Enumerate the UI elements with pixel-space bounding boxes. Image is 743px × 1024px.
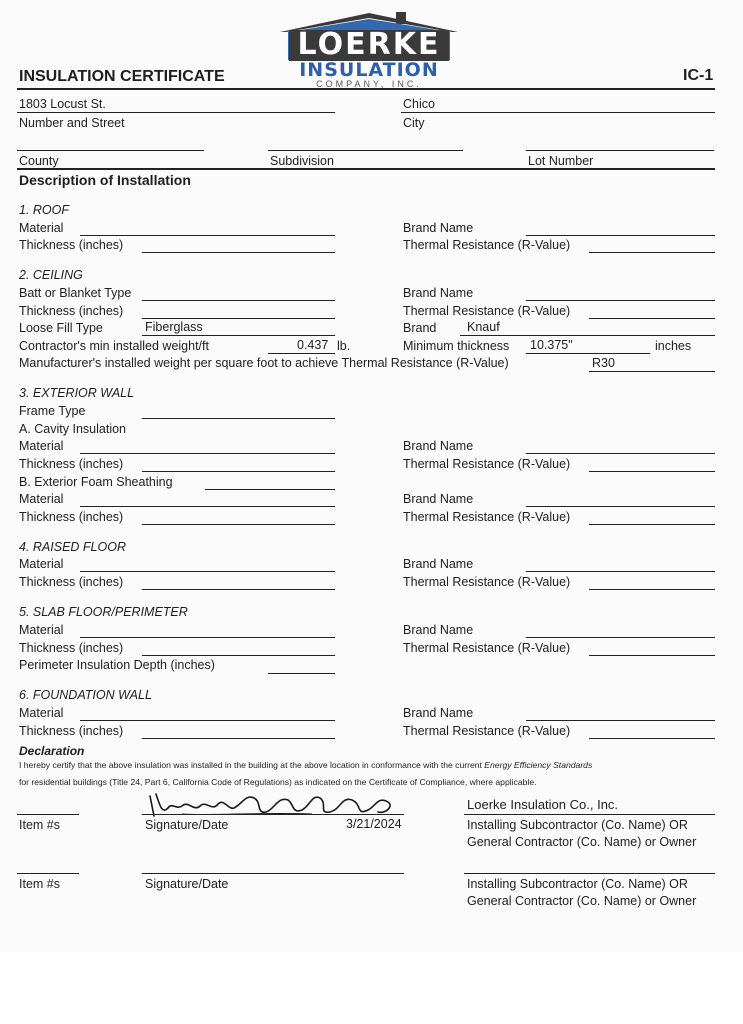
ceiling-minthick-line bbox=[526, 353, 650, 354]
page-title: INSULATION CERTIFICATE bbox=[19, 68, 225, 85]
foundation-rvalue-label: Thermal Resistance (R-Value) bbox=[403, 724, 571, 738]
ceiling-minweight-label: Contractor's min installed weight/ft bbox=[19, 339, 209, 353]
extwall-b-material-label: Material bbox=[19, 492, 64, 506]
extwall-a-brand-line bbox=[526, 453, 715, 454]
ceiling-rvalue-line bbox=[589, 318, 715, 319]
extwall-a-brand-label: Brand Name bbox=[403, 439, 474, 453]
extwall-cavity-label: A. Cavity Insulation bbox=[19, 422, 126, 436]
extwall-frame-label: Frame Type bbox=[19, 404, 86, 418]
foundation-thickness-line bbox=[142, 738, 335, 739]
ceiling-brandname-label: Brand Name bbox=[403, 286, 474, 300]
roof-thickness-line bbox=[142, 252, 335, 253]
company-logo bbox=[276, 10, 462, 90]
roof-heading: 1. ROOF bbox=[19, 203, 70, 217]
logo-middle-text: INSULATION bbox=[299, 59, 439, 81]
ceiling-minweight-value: 0.437 bbox=[297, 338, 329, 352]
foundation-brand-label: Brand Name bbox=[403, 706, 474, 720]
ceiling-loosefill-value: Fiberglass bbox=[145, 320, 203, 334]
slab-perimeter-label: Perimeter Insulation Depth (inches) bbox=[19, 658, 215, 672]
item-label-1: Item #s bbox=[19, 818, 60, 832]
extwall-b-rvalue-line bbox=[589, 524, 715, 525]
lot-label: Lot Number bbox=[528, 154, 594, 168]
roof-brand-label: Brand Name bbox=[403, 221, 474, 235]
item-label-2: Item #s bbox=[19, 877, 60, 891]
declaration-title: Declaration bbox=[19, 744, 85, 758]
raisedfloor-material-label: Material bbox=[19, 557, 64, 571]
extwall-foam-line bbox=[205, 489, 335, 490]
slab-rvalue-label: Thermal Resistance (R-Value) bbox=[403, 641, 571, 655]
roof-rvalue-line bbox=[589, 252, 715, 253]
roof-material-label: Material bbox=[19, 221, 64, 235]
subdivision-label: Subdivision bbox=[270, 154, 334, 168]
city-value: Chico bbox=[403, 97, 435, 111]
extwall-b-thickness-line bbox=[142, 524, 335, 525]
extwall-b-material-line bbox=[80, 506, 335, 507]
ceiling-minthick-unit: inches bbox=[655, 339, 692, 353]
ceiling-batt-line bbox=[142, 300, 335, 301]
street-line bbox=[17, 112, 335, 113]
roof-brand-line bbox=[526, 235, 715, 236]
foundation-rvalue-line bbox=[589, 738, 715, 739]
ceiling-brand-value: Knauf bbox=[467, 320, 500, 334]
logo-top-text: LOERKE bbox=[297, 27, 441, 62]
extwall-b-brand-line bbox=[526, 506, 715, 507]
declaration-line-2: for residential buildings (Title 24, Part 6, California Code of Regulations) as indicated on the Certificate of Compliance, where applicable. bbox=[19, 777, 537, 787]
extwall-a-material-label: Material bbox=[19, 439, 64, 453]
raisedfloor-brand-line bbox=[526, 571, 715, 572]
signature-line-2 bbox=[142, 873, 404, 874]
city-label: City bbox=[403, 116, 425, 130]
ceiling-brand-line bbox=[460, 335, 715, 336]
extwall-foam-label: B. Exterior Foam Sheathing bbox=[19, 475, 173, 489]
foundation-brand-line bbox=[526, 720, 715, 721]
slab-brand-line bbox=[526, 637, 715, 638]
ceiling-thickness-label: Thickness (inches) bbox=[19, 304, 124, 318]
foundation-thickness-label: Thickness (inches) bbox=[19, 724, 124, 738]
signature-date: 3/21/2024 bbox=[346, 817, 402, 831]
raisedfloor-rvalue-label: Thermal Resistance (R-Value) bbox=[403, 575, 571, 589]
ceiling-loosefill-label: Loose Fill Type bbox=[19, 321, 103, 335]
extwall-a-thickness-label: Thickness (inches) bbox=[19, 457, 124, 471]
signature-label-1: Signature/Date bbox=[145, 818, 229, 832]
form-id: IC-1 bbox=[683, 67, 714, 84]
foundation-material-line bbox=[80, 720, 335, 721]
ceiling-rvalue-label: Thermal Resistance (R-Value) bbox=[403, 304, 571, 318]
ceiling-minthick-label: Minimum thickness bbox=[403, 339, 510, 353]
foundation-material-label: Material bbox=[19, 706, 64, 720]
extwall-a-rvalue-label: Thermal Resistance (R-Value) bbox=[403, 457, 571, 471]
ceiling-minthick-value: 10.375" bbox=[530, 338, 573, 352]
raisedfloor-rvalue-line bbox=[589, 589, 715, 590]
slab-heading: 5. SLAB FLOOR/PERIMETER bbox=[19, 605, 188, 619]
street-value: 1803 Locust St. bbox=[19, 97, 106, 111]
slab-material-line bbox=[80, 637, 335, 638]
signature-label-2: Signature/Date bbox=[145, 877, 229, 891]
street-label: Number and Street bbox=[19, 116, 125, 130]
slab-thickness-line bbox=[142, 655, 335, 656]
county-line bbox=[17, 150, 204, 151]
ceiling-minweight-line bbox=[268, 353, 335, 354]
raisedfloor-heading: 4. RAISED FLOOR bbox=[19, 540, 126, 554]
extwall-heading: 3. EXTERIOR WALL bbox=[19, 386, 135, 400]
raisedfloor-thickness-label: Thickness (inches) bbox=[19, 575, 124, 589]
city-line bbox=[401, 112, 715, 113]
ceiling-thickness-line bbox=[142, 318, 335, 319]
roof-material-line bbox=[80, 235, 335, 236]
extwall-b-rvalue-label: Thermal Resistance (R-Value) bbox=[403, 510, 571, 524]
roof-thickness-label: Thickness (inches) bbox=[19, 238, 124, 252]
sub-label-2b: General Contractor (Co. Name) or Owner bbox=[467, 894, 697, 908]
ceiling-loosefill-line bbox=[142, 335, 335, 336]
slab-material-label: Material bbox=[19, 623, 64, 637]
foundation-heading: 6. FOUNDATION WALL bbox=[19, 688, 152, 702]
company-line-1 bbox=[464, 814, 715, 815]
logo-bottom-text: COMPANY, INC. bbox=[316, 79, 422, 89]
raisedfloor-brand-label: Brand Name bbox=[403, 557, 474, 571]
company-name: Loerke Insulation Co., Inc. bbox=[467, 797, 619, 812]
declaration-text-1b: Energy Efficiency Standards bbox=[484, 760, 593, 770]
extwall-b-brand-label: Brand Name bbox=[403, 492, 474, 506]
subdivision-line bbox=[268, 150, 463, 151]
ceiling-batt-label: Batt or Blanket Type bbox=[19, 286, 132, 300]
extwall-a-rvalue-line bbox=[589, 471, 715, 472]
extwall-a-material-line bbox=[80, 453, 335, 454]
raisedfloor-material-line bbox=[80, 571, 335, 572]
company-line-2 bbox=[464, 873, 715, 874]
sub-label-2a: Installing Subcontractor (Co. Name) OR bbox=[467, 877, 688, 891]
declaration-text-1a: I hereby certify that the above insulation was installed in the building at the above location in conformance with the current bbox=[19, 760, 485, 770]
ceiling-heading: 2. CEILING bbox=[19, 268, 83, 282]
header-rule bbox=[17, 88, 715, 90]
extwall-frame-line bbox=[142, 418, 335, 419]
ceiling-mfr-label: Manufacturer's installed weight per square foot to achieve Thermal Resistance (R-Value) bbox=[19, 356, 509, 370]
ceiling-rvalue-value: R30 bbox=[592, 356, 615, 370]
ceiling-rvalue-result-line bbox=[589, 371, 715, 372]
page-bottom-margin bbox=[0, 952, 743, 1024]
ceiling-brandname-line bbox=[526, 300, 715, 301]
raisedfloor-thickness-line bbox=[142, 589, 335, 590]
declaration-line-1 bbox=[19, 760, 592, 770]
address-rule bbox=[17, 168, 715, 170]
sub-label-1b: General Contractor (Co. Name) or Owner bbox=[467, 835, 697, 849]
item-line-2 bbox=[17, 873, 79, 874]
ceiling-brand-label: Brand bbox=[403, 321, 437, 335]
signature-line-1 bbox=[142, 814, 404, 815]
description-title: Description of Installation bbox=[19, 172, 191, 188]
roof-rvalue-label: Thermal Resistance (R-Value) bbox=[403, 238, 571, 252]
slab-rvalue-line bbox=[589, 655, 715, 656]
extwall-a-thickness-line bbox=[142, 471, 335, 472]
slab-brand-label: Brand Name bbox=[403, 623, 474, 637]
lot-line bbox=[526, 150, 714, 151]
county-label: County bbox=[19, 154, 59, 168]
ceiling-minweight-unit: lb. bbox=[337, 339, 351, 353]
slab-thickness-label: Thickness (inches) bbox=[19, 641, 124, 655]
slab-perimeter-line bbox=[268, 673, 335, 674]
sub-label-1a: Installing Subcontractor (Co. Name) OR bbox=[467, 818, 688, 832]
extwall-b-thickness-label: Thickness (inches) bbox=[19, 510, 124, 524]
item-line-1 bbox=[17, 814, 79, 815]
